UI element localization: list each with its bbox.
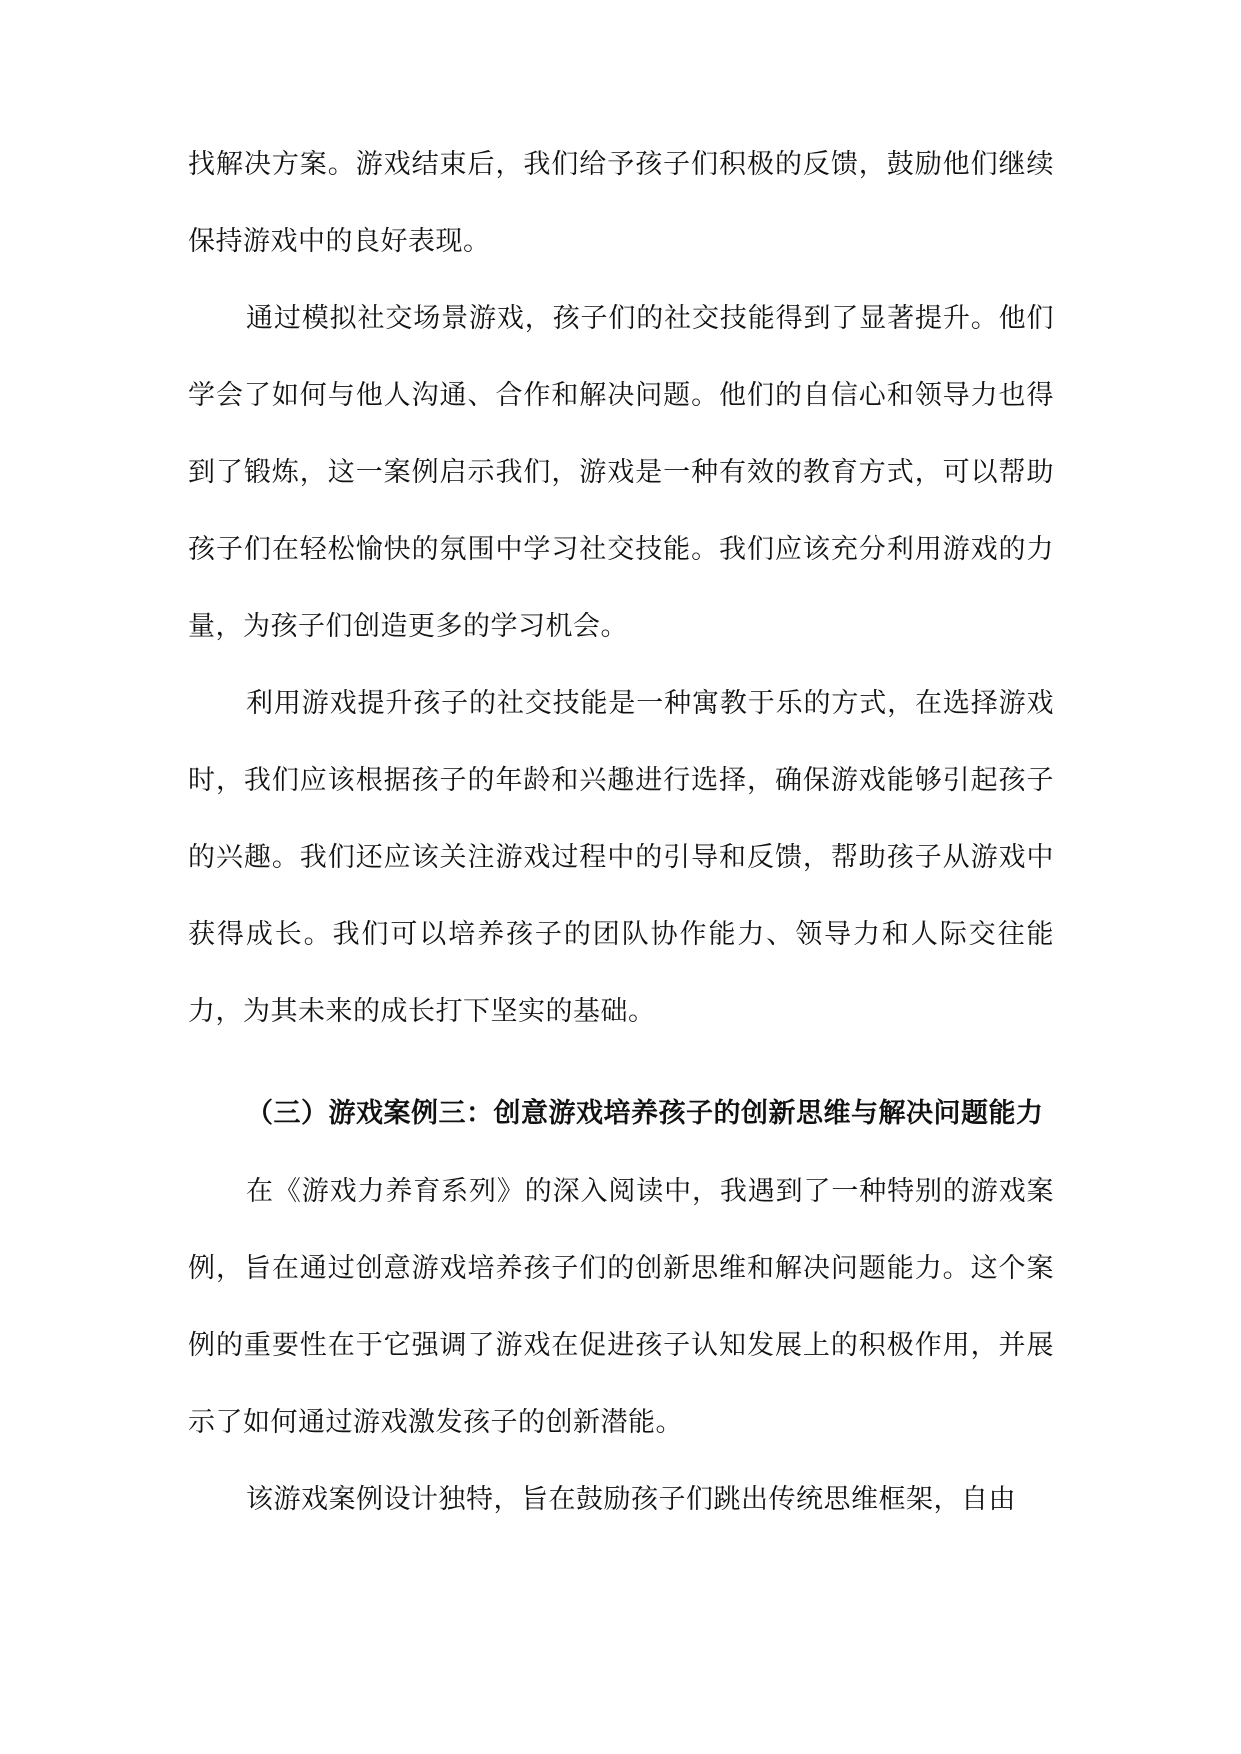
section-heading: （三）游戏案例三：创意游戏培养孩子的创新思维与解决问题能力 xyxy=(246,1098,1044,1129)
paragraph-continued: 找解决方案。游戏结束后，我们给予孩子们积极的反馈，鼓励他们继续保持游戏中的良好表现。 xyxy=(188,149,1054,257)
paragraph-creative-game-intro: 在《游戏力养育系列》的深入阅读中，我遇到了一种特别的游戏案例，旨在通过创意游戏培养孩子们的创新思维和解决问题能力。这个案例的重要性在于它强调了游戏在促进孩子认知发展上的积极作用，并展示了如何通过游戏激发孩子的创新潜能。 xyxy=(188,1176,1054,1438)
document-body xyxy=(188,126,1054,1538)
paragraph-creative-game-design: 该游戏案例设计独特，旨在鼓励孩子们跳出传统思维框架，自由 xyxy=(246,1484,1016,1515)
paragraph-social-skills-result: 通过模拟社交场景游戏，孩子们的社交技能得到了显著提升。他们学会了如何与他人沟通、合作和解决问题。他们的自信心和领导力也得到了锻炼，这一案例启示我们，游戏是一种有效的教育方式，可以帮助孩子们在轻松愉快的氛围中学习社交技能。我们应该充分利用游戏的力量，为孩子们创造更多的学习机会。 xyxy=(188,303,1054,642)
paragraph-social-skills-summary: 利用游戏提升孩子的社交技能是一种寓教于乐的方式，在选择游戏时，我们应该根据孩子的年龄和兴趣进行选择，确保游戏能够引起孩子的兴趣。我们还应该关注游戏过程中的引导和反馈，帮助孩子从游戏中获得成长。我们可以培养孩子的团队协作能力、领导力和人际交往能力，为其未来的成长打下坚实的基础。 xyxy=(188,688,1054,1027)
